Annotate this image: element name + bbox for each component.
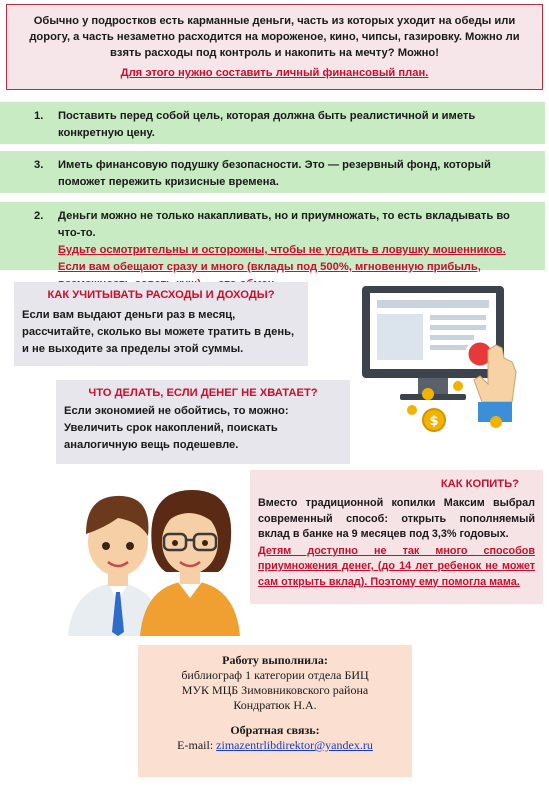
tip-number: 1. [34, 110, 44, 122]
intro-text: Обычно у подростков есть карманные деньги, часть из которых уходит на обеды или дорогу, а часть незаметно расходится на мороженое, кино, чипсы, газировку. Можно ли взять расходы под контроль и накопить на мечту? Можно! [29, 15, 520, 59]
credits-line-3: Кондратюк Н.А. [233, 698, 317, 712]
email-link[interactable]: zimazentrlibdirektor@yandex.ru [216, 738, 373, 752]
credits-line-1: библиограф 1 категории отдела БИЦ [181, 668, 369, 682]
computer-illustration [350, 282, 526, 434]
people-illustration [64, 468, 240, 636]
saving-box [250, 470, 543, 604]
tip-warning-2: Если вам обещают сразу и много (вклады под 500%, мгновенную прибыль, [58, 261, 481, 273]
shortage-line-2: Увеличить срок накоплений, поискать аналогичную вещь подешевле. [64, 422, 278, 451]
screen-block [377, 314, 423, 360]
coin-icon [422, 388, 434, 400]
accounting-box [14, 282, 308, 366]
credits-box [138, 645, 412, 777]
credits-line-2: МУК МЦБ Зимовниковского района [181, 683, 369, 697]
tip-number: 2. [34, 210, 44, 222]
intro-box [6, 4, 543, 90]
tip-1 [0, 102, 545, 144]
shortage-box [56, 380, 350, 464]
feedback-title: Обратная связь: [230, 723, 320, 737]
tip-text: Поставить перед собой цель, которая должна быть реалистичной и иметь конкретную цену. [58, 110, 476, 139]
tip-3 [0, 151, 545, 193]
saving-heading: КАК КОПИТЬ? [440, 478, 519, 490]
saving-red-text: Детям доступно не так много способов приумножения денег, (до 14 лет ребенок не может сам открыть вклад). Поэтому ему помогла мама. [258, 544, 535, 588]
screen-line [430, 315, 486, 320]
shortage-line-1: Если экономией не обойтись, то можно: [64, 405, 289, 417]
tip-number: 3. [34, 159, 44, 171]
shortage-heading: ЧТО ДЕЛАТЬ, ЕСЛИ ДЕНЕГ НЕ ХВАТАЕТ? [88, 387, 318, 399]
coin-icon [453, 381, 463, 391]
tip-text: Деньги можно не только накапливать, но и приумножать, то есть вкладывать во что-то. [58, 210, 510, 239]
screen-bar [377, 300, 489, 308]
email-label: E-mail: [177, 738, 214, 752]
screen-line [430, 335, 474, 340]
credits-title: Работу выполнила: [222, 653, 328, 667]
dollar-sign-icon: $ [429, 414, 439, 429]
tip-2 [0, 202, 545, 273]
intro-plan-link: Для этого нужно составить личный финансовый план. [120, 67, 429, 79]
coin-icon [490, 416, 502, 428]
tip-text: Иметь финансовую подушку безопасности. Это — резервный фонд, который поможет пережить кризисные времена. [58, 159, 491, 188]
accounting-text: Если вам выдают деньги раз в месяц, рассчитайте, сколько вы можете тратить в день, и не выходите за пределы этой суммы. [22, 309, 295, 355]
accounting-heading: КАК УЧИТЫВАТЬ РАСХОДЫ И ДОХОДЫ? [47, 289, 275, 301]
coin-icon [407, 405, 417, 415]
saving-text: Вместо традиционной копилки Максим выбрал современный способ: открыть пополняемый вклад в банке на 9 месяцев под 3,3% годовых. [258, 497, 535, 540]
tip-warning-1: Будьте осмотрительны и осторожны, чтобы не угодить в ловушку мошенников. [58, 244, 506, 256]
screen-line [430, 325, 486, 330]
